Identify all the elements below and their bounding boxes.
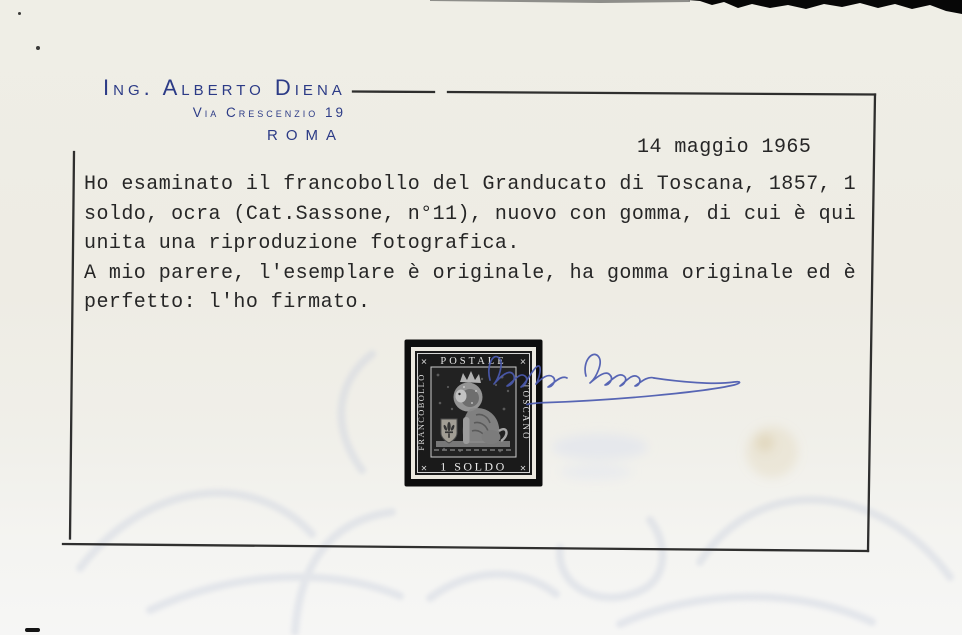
body-line: unita una riproduzione fotografica.	[84, 232, 520, 255]
body-line: Ho esaminato il francobollo del Granducato di Toscana, 1857, 1	[84, 173, 857, 196]
signature-autograph	[468, 336, 768, 422]
body-line: soldo, ocra (Cat.Sassone, n°11), nuovo con gomma, di cui è qui	[84, 202, 857, 226]
stamp-corner-ornament: ✕	[420, 357, 428, 367]
letterhead-name: Ing. Alberto Diena	[103, 75, 346, 100]
body-line: perfetto: l'ho firmato.	[84, 291, 371, 314]
stamp-corner-ornament: ✕	[519, 464, 527, 473]
stamp-corner-ornament: ✕	[519, 357, 527, 367]
paper-speck	[18, 12, 21, 15]
stamp-corner-ornament: ✕	[420, 464, 428, 473]
scan-mark	[25, 628, 40, 632]
stamp-right-label: TOSCANO	[521, 383, 531, 441]
stamp-top-label: POSTALE	[440, 356, 507, 367]
letterhead-address: Via Crescenzio 19	[192, 105, 346, 120]
certificate-date: 14 maggio 1965	[637, 136, 812, 159]
body-line: A mio parere, l'esemplare è originale, ha gomma originale ed è	[84, 261, 857, 285]
letterhead	[103, 76, 346, 144]
letterhead-city: ROMA	[267, 127, 344, 144]
stamp-left-label: FRANCOBOLLO	[417, 373, 426, 451]
certificate-body	[84, 170, 874, 318]
stamp-bottom-label: 1 SOLDO	[440, 459, 507, 474]
paper-speck	[36, 46, 40, 50]
